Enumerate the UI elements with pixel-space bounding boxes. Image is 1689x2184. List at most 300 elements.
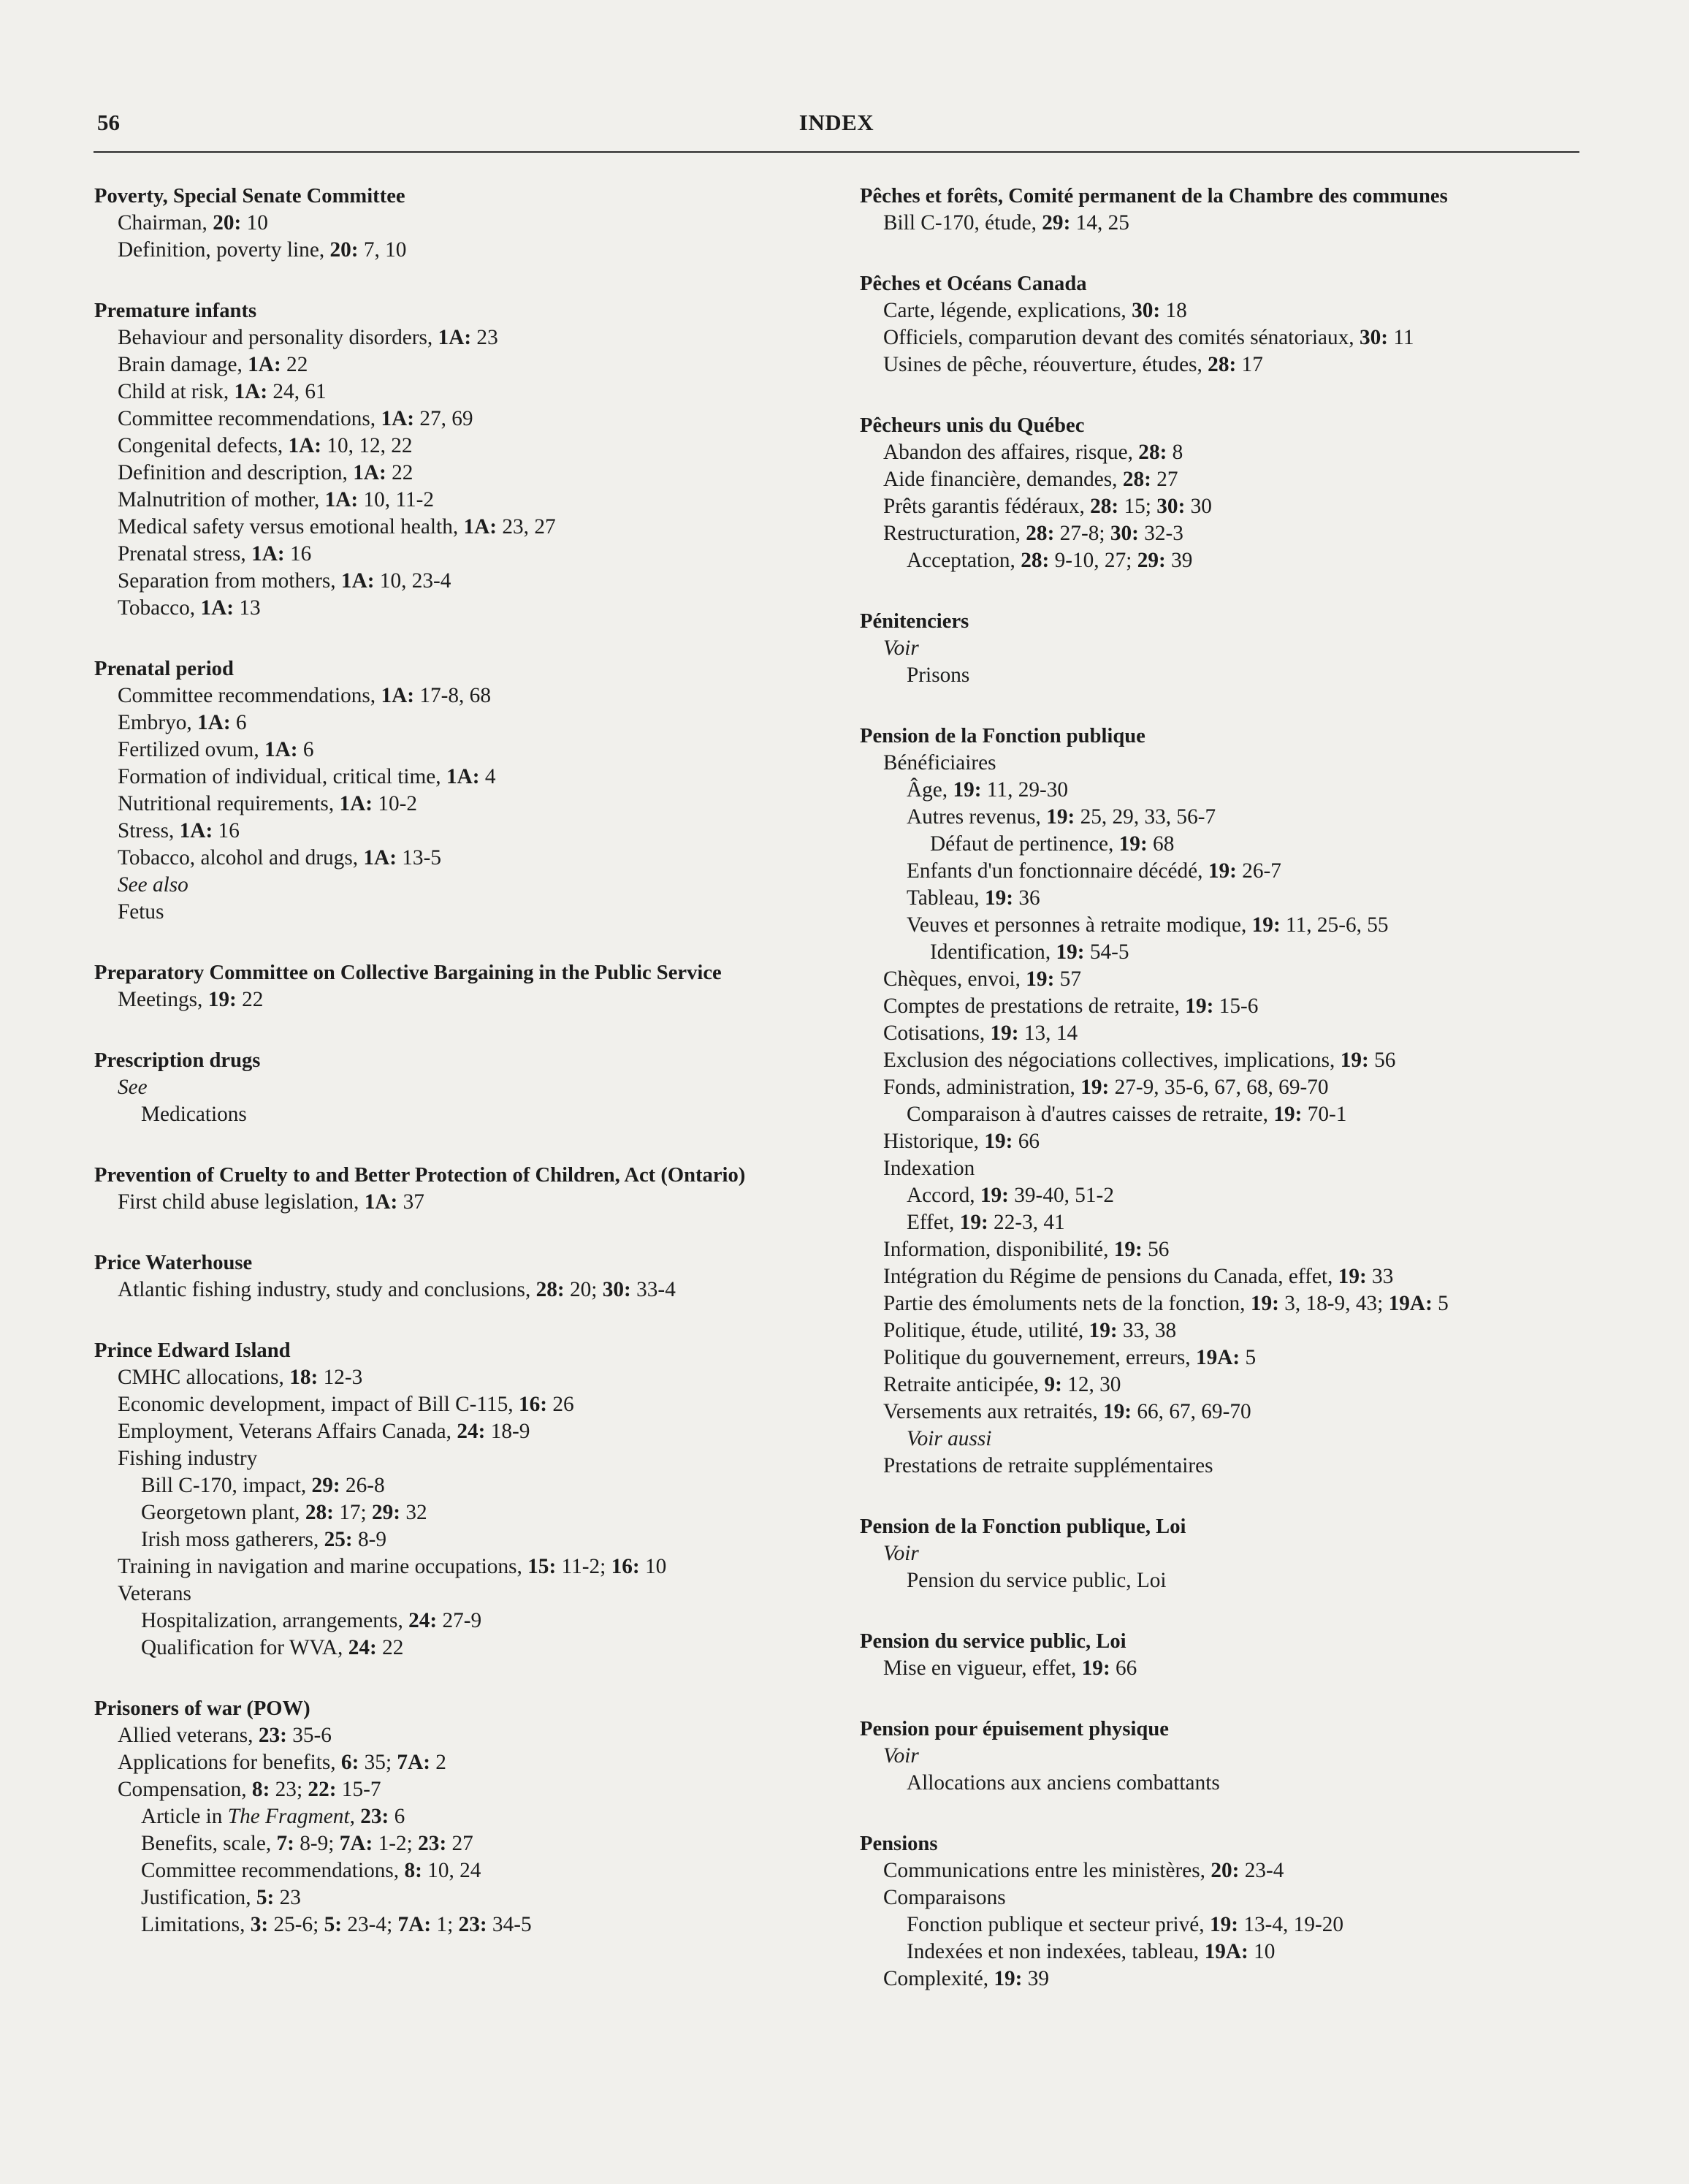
entry-text: Training in navigation and marine occupations, [118, 1555, 528, 1578]
issue-number: 23: [458, 1913, 487, 1936]
page-refs: 7, 10 [358, 238, 407, 262]
page-refs: 33-4 [630, 1278, 676, 1301]
issue-number: 19A: [1388, 1292, 1433, 1315]
subentry [94, 568, 834, 595]
issue-number: 28: [1138, 441, 1167, 464]
issue-number: 20: [1210, 1859, 1240, 1882]
entry-text: Malnutrition of mother, [118, 488, 325, 511]
entry-text: Comparaisons [883, 1886, 1006, 1909]
subentry [860, 1317, 1583, 1344]
entry-text: Bénéficiaires [883, 751, 996, 775]
entry-heading: Pension du service public, Loi [860, 1630, 1126, 1653]
italic-title: The Fragment [227, 1805, 350, 1828]
subentry [94, 378, 834, 406]
entry-text: Economic development, impact of Bill C-115, [118, 1393, 519, 1416]
entry-text: Tobacco, alcohol and drugs, [118, 846, 364, 870]
entry-text: Tobacco, [118, 596, 201, 620]
subentry [860, 1047, 1583, 1074]
entry-text: Carte, légende, explications, [883, 299, 1132, 322]
entry-text: Irish moss gatherers, [141, 1528, 324, 1551]
issue-number: 19: [1088, 1319, 1118, 1342]
issue-number: 30: [1359, 326, 1389, 349]
entry-text: Applications for benefits, [118, 1751, 341, 1774]
issue-number: 1A: [234, 380, 268, 403]
entry-text: Fetus [118, 900, 164, 924]
subentry [94, 210, 834, 237]
page-refs: 27-8; [1054, 522, 1110, 545]
issue-number: 16: [518, 1393, 547, 1416]
page-refs: 12-3 [318, 1366, 363, 1389]
subentry [860, 439, 1583, 466]
issue-number: 25: [324, 1528, 353, 1551]
index-entry [860, 723, 1583, 1480]
subentry [94, 1276, 834, 1304]
entry-text: Prisons [907, 663, 970, 687]
subentry [94, 872, 834, 899]
issue-number: 19A: [1195, 1346, 1240, 1369]
entry-text: Officiels, comparution devant des comités sénatoriaux, [883, 326, 1360, 349]
issue-number: 19: [953, 778, 982, 802]
subentry [94, 764, 834, 791]
entry-text: Bill C-170, étude, [883, 211, 1042, 235]
entry-text: Committee recommendations, [141, 1859, 405, 1882]
issue-number: 28: [305, 1501, 334, 1524]
entry-text: Pension du service public, Loi [907, 1569, 1167, 1592]
cross-reference: Voir aussi [907, 1427, 992, 1450]
issue-number: 15: [527, 1555, 557, 1578]
entry-heading: Pension pour épuisement physique [860, 1718, 1169, 1740]
issue-number: 19: [1250, 1292, 1279, 1315]
subentry [94, 237, 834, 264]
entry-text: Comptes de prestations de retraite, [883, 994, 1186, 1018]
issue-number: 22: [308, 1778, 337, 1801]
issue-number: 19: [1251, 913, 1281, 937]
subentry [94, 406, 834, 433]
entry-heading: Premature infants [94, 300, 257, 322]
subentry [94, 514, 834, 541]
sub-subentry [860, 831, 1583, 858]
entry-text: Tableau, [907, 886, 985, 910]
subentry [94, 986, 834, 1013]
subentry [860, 750, 1583, 777]
entry-text: Child at risk, [118, 380, 235, 403]
issue-number: 19: [207, 988, 237, 1011]
issue-number: 29: [372, 1501, 401, 1524]
page-refs: 22 [386, 461, 413, 484]
page-refs: 10, 23-4 [374, 569, 451, 593]
sub-subentry [860, 1182, 1583, 1209]
subentry [94, 1418, 834, 1445]
subentry [94, 433, 834, 460]
issue-number: 19: [1113, 1238, 1143, 1261]
entry-text: Meetings, [118, 988, 208, 1011]
entry-text: Indexées et non indexées, tableau, [907, 1940, 1205, 1963]
issue-number: 7A: [397, 1913, 432, 1936]
page-refs: 16 [284, 542, 312, 566]
page-refs: 32-3 [1138, 522, 1183, 545]
subentry [94, 460, 834, 487]
sub-subentry [860, 885, 1583, 912]
issue-number: 23: [360, 1805, 389, 1828]
issue-number: 30: [1110, 522, 1139, 545]
entry-text: Chairman, [118, 211, 213, 235]
entry-heading: Prince Edward Island [94, 1339, 291, 1362]
issue-number: 9: [1044, 1373, 1062, 1396]
entry-heading: Pêcheurs unis du Québec [860, 414, 1085, 437]
entry-text: Politique, étude, utilité, [883, 1319, 1089, 1342]
entry-text: Committee recommendations, [118, 407, 381, 430]
issue-number: 19: [994, 1967, 1023, 1990]
index-entry [860, 412, 1583, 574]
subentry [860, 1155, 1583, 1182]
issue-number: 28: [535, 1278, 565, 1301]
issue-number: 1A: [438, 326, 472, 349]
subentry [94, 1364, 834, 1391]
entry-text: Georgetown plant, [141, 1501, 305, 1524]
sub-subentry [860, 1911, 1583, 1938]
entry-text: Qualification for WVA, [141, 1636, 348, 1659]
entry-text: Article in [141, 1805, 228, 1828]
issue-number: 1A: [179, 819, 213, 842]
page-refs: 66 [1013, 1130, 1040, 1153]
issue-number: 19: [990, 1021, 1019, 1045]
entry-heading: Prevention of Cruelty to and Better Protection of Children, Act (Ontario) [94, 1164, 746, 1187]
page-refs: 8-9; [294, 1832, 340, 1855]
sub-subentry [860, 804, 1583, 831]
subentry [860, 1128, 1583, 1155]
sub-subentry [94, 1635, 834, 1662]
issue-number: 19: [1185, 994, 1214, 1018]
page-refs: 6 [230, 711, 247, 734]
sub-subentry [860, 1426, 1583, 1453]
subentry [860, 1884, 1583, 1911]
entry-text: First child abuse legislation, [118, 1190, 365, 1214]
page-refs: 17 [1236, 353, 1263, 376]
entry-text: Retraite anticipée, [883, 1373, 1045, 1396]
issue-number: 1A: [324, 488, 359, 511]
issue-number: 7A: [397, 1751, 430, 1774]
entry-text: Stress, [118, 819, 180, 842]
page-refs: 20; [564, 1278, 603, 1301]
issue-number: 19: [984, 1130, 1013, 1153]
cross-reference: Voir [883, 1744, 919, 1768]
subentry [860, 1857, 1583, 1884]
index-entry [860, 1628, 1583, 1682]
subentry [94, 682, 834, 709]
issue-number: 30: [1132, 299, 1161, 322]
subentry [94, 737, 834, 764]
issue-number: 24: [408, 1609, 438, 1632]
subentry [94, 818, 834, 845]
sub-subentry [94, 1499, 834, 1526]
subentry [860, 1655, 1583, 1682]
entry-heading: Prescription drugs [94, 1049, 261, 1072]
sub-subentry [860, 1770, 1583, 1797]
issue-number: 20: [213, 211, 242, 235]
issue-number: 24: [457, 1420, 486, 1443]
issue-number: 28: [1208, 353, 1237, 376]
index-entry [94, 1047, 834, 1128]
issue-number: 1A: [363, 846, 397, 870]
page-refs: 66 [1110, 1656, 1137, 1680]
entry-text: Enfants d'un fonctionnaire décédé, [907, 859, 1208, 883]
entry-text: Prestations de retraite supplémentaires [883, 1454, 1213, 1477]
page-refs: 22-3, 41 [988, 1211, 1065, 1234]
entry-text: Identification, [930, 940, 1056, 964]
issue-number: 19: [1026, 967, 1055, 991]
entry-text: Allied veterans, [118, 1724, 259, 1747]
page-number: 56 [97, 110, 120, 135]
page-refs: 5 [1432, 1292, 1449, 1315]
page-refs: 2 [430, 1751, 446, 1774]
subentry [860, 1290, 1583, 1317]
sub-subentry [860, 939, 1583, 966]
sub-subentry [94, 1884, 834, 1911]
subentry [860, 1263, 1583, 1290]
issue-number: 19: [1081, 1656, 1110, 1680]
subentry [860, 993, 1583, 1020]
entry-text: Versements aux retraités, [883, 1400, 1103, 1423]
entry-text: Prenatal stress, [118, 542, 252, 566]
sub-subentry [860, 1209, 1583, 1236]
issue-number: 20: [329, 238, 359, 262]
header-rule [94, 151, 1579, 153]
page-refs: 23-4; [342, 1913, 398, 1936]
entry-text: Chèques, envoi, [883, 967, 1026, 991]
issue-number: 6: [340, 1751, 359, 1774]
issue-number: 8: [404, 1859, 422, 1882]
issue-number: 1A: [340, 569, 375, 593]
sub-subentry [94, 1803, 834, 1830]
issue-number: 29: [1042, 211, 1071, 235]
sub-subentry [94, 1472, 834, 1499]
entry-text: Politique du gouvernement, erreurs, [883, 1346, 1196, 1369]
issue-number: 24: [348, 1636, 377, 1659]
issue-number: 28: [1122, 468, 1151, 491]
page-refs: 10 [1248, 1940, 1276, 1963]
entry-text: Atlantic fishing industry, study and conclusions, [118, 1278, 536, 1301]
subentry [860, 1743, 1583, 1770]
entry-text: Communications entre les ministères, [883, 1859, 1211, 1882]
page-refs: 22 [376, 1636, 404, 1659]
page-refs: 23 [274, 1886, 301, 1909]
entry-text: Prêts garantis fédéraux, [883, 495, 1091, 518]
issue-number: 19: [1046, 805, 1075, 829]
subentry [94, 1391, 834, 1418]
page-refs: 12, 30 [1061, 1373, 1121, 1396]
issue-number: 28: [1021, 549, 1050, 572]
index-entry [860, 1830, 1583, 1993]
entry-text: Indexation [883, 1157, 975, 1180]
page-refs: 33 [1366, 1265, 1394, 1288]
page-refs: 13-5 [396, 846, 441, 870]
issue-number: 1A: [364, 1190, 398, 1214]
sub-subentry [860, 912, 1583, 939]
entry-text: Fonds, administration, [883, 1076, 1081, 1099]
sub-subentry [860, 777, 1583, 804]
issue-number: 18: [289, 1366, 319, 1389]
page-refs: 10, 11-2 [358, 488, 435, 511]
issue-number: 8: [251, 1778, 270, 1801]
index-entry [860, 270, 1583, 378]
page-refs: 18 [1160, 299, 1187, 322]
subentry [860, 210, 1583, 237]
subentry [94, 541, 834, 568]
index-entry [860, 183, 1583, 237]
subentry [94, 1749, 834, 1776]
entry-heading: Pension de la Fonction publique, Loi [860, 1515, 1186, 1538]
cross-reference: Voir [883, 636, 919, 660]
entry-text: Embryo, [118, 711, 198, 734]
page-refs: 13, 14 [1018, 1021, 1078, 1045]
subentry [860, 1540, 1583, 1567]
index-entry [94, 1695, 834, 1938]
issue-number: 1A: [463, 515, 497, 539]
subentry [860, 466, 1583, 493]
entry-text: Congenital defects, [118, 434, 289, 457]
page-refs: 39 [1022, 1967, 1050, 1990]
entry-text: Information, disponibilité, [883, 1238, 1114, 1261]
issue-number: 19: [984, 886, 1014, 910]
page-refs: 22 [236, 988, 264, 1011]
entry-text: Fonction publique et secteur privé, [907, 1913, 1210, 1936]
page-refs: 37 [397, 1190, 424, 1214]
entry-text: Mise en vigueur, effet, [883, 1656, 1082, 1680]
entry-text: Behaviour and personality disorders, [118, 326, 438, 349]
subentry [860, 1371, 1583, 1399]
entry-text: Bill C-170, impact, [141, 1474, 312, 1497]
page-refs: 68 [1147, 832, 1175, 856]
page-refs: 14, 25 [1070, 211, 1129, 235]
sub-subentry [94, 1526, 834, 1553]
entry-text: Hospitalization, arrangements, [141, 1609, 409, 1632]
page-refs: 26-8 [340, 1474, 385, 1497]
page-refs: 26 [547, 1393, 574, 1416]
issue-number: 19: [1080, 1076, 1110, 1099]
entry-heading: Pénitenciers [860, 610, 969, 633]
page-refs: 35; [359, 1751, 397, 1774]
subentry [860, 493, 1583, 520]
page-header [94, 110, 1579, 143]
entry-text: Exclusion des négociations collectives, implications, [883, 1049, 1341, 1072]
issue-number: 1A: [248, 353, 281, 376]
issue-number: 5: [256, 1886, 275, 1909]
subentry [94, 1189, 834, 1216]
page-refs: 39-40, 51-2 [1008, 1184, 1114, 1207]
page-refs: 13-4, 19-20 [1238, 1913, 1344, 1936]
entry-text: Fertilized ovum, [118, 738, 264, 761]
entry-text: Veterans [118, 1582, 191, 1605]
page-refs: 56 [1368, 1049, 1396, 1072]
entry-text: Compensation, [118, 1778, 252, 1801]
page-refs: 25, 29, 33, 56-7 [1075, 805, 1216, 829]
entry-text: Veuves et personnes à retraite modique, [907, 913, 1252, 937]
entry-text: Âge, [907, 778, 953, 802]
page-refs: 27 [446, 1832, 473, 1855]
issue-number: 1A: [197, 711, 231, 734]
subentry [860, 520, 1583, 547]
entry-text: Committee recommendations, [118, 684, 381, 707]
page-refs: 10-2 [373, 792, 418, 815]
issue-number: 19: [980, 1184, 1009, 1207]
index-entry [94, 959, 834, 1013]
index-entry [94, 297, 834, 622]
page-refs: 1-2; [373, 1832, 419, 1855]
subentry [94, 709, 834, 737]
issue-number: 1A: [381, 684, 414, 707]
entry-text: Allocations aux anciens combattants [907, 1771, 1220, 1795]
page-refs: 8-9 [352, 1528, 387, 1551]
subentry [94, 1445, 834, 1472]
sub-subentry [860, 1101, 1583, 1128]
page-refs: 30 [1185, 495, 1212, 518]
entry-text: CMHC allocations, [118, 1366, 290, 1389]
issue-number: 19: [1209, 1913, 1238, 1936]
subentry [860, 1344, 1583, 1371]
page-refs: 22 [281, 353, 308, 376]
index-entry [860, 1513, 1583, 1594]
entry-text: Cotisations, [883, 1021, 991, 1045]
page-refs: 10 [241, 211, 268, 235]
page-refs: 11 [1388, 326, 1414, 349]
sub-subentry [94, 1911, 834, 1938]
page-refs: 70-1 [1302, 1103, 1347, 1126]
subentry [94, 845, 834, 872]
page-refs: 10, 24 [422, 1859, 481, 1882]
subentry [860, 1074, 1583, 1101]
page-refs: 34-5 [487, 1913, 532, 1936]
sub-subentry [860, 1567, 1583, 1594]
page-refs: 23; [270, 1778, 308, 1801]
entry-heading: Preparatory Committee on Collective Bargaining in the Public Service [94, 962, 722, 984]
page-refs: 23 [471, 326, 498, 349]
page-refs: 56 [1142, 1238, 1170, 1261]
subentry [860, 297, 1583, 324]
index-entry [94, 1162, 834, 1216]
page-refs: 3, 18-9, 43; [1278, 1292, 1389, 1315]
entry-heading: Pêches et Océans Canada [860, 273, 1087, 295]
issue-number: 1A: [446, 765, 480, 788]
page-refs: 17; [333, 1501, 372, 1524]
issue-number: 29: [1137, 549, 1166, 572]
issue-number: 1A: [251, 542, 285, 566]
page-refs: 27-9 [437, 1609, 482, 1632]
subentry [860, 1236, 1583, 1263]
subentry [860, 351, 1583, 378]
entry-text: Défaut de pertinence, [930, 832, 1119, 856]
page-refs: 15-7 [336, 1778, 381, 1801]
entry-text: Restructuration, [883, 522, 1026, 545]
issue-number: 1A: [288, 434, 322, 457]
page-refs: 10 [639, 1555, 667, 1578]
entry-text: Formation of individual, critical time, [118, 765, 446, 788]
page-refs: 25-6; [268, 1913, 324, 1936]
issue-number: 1A: [353, 461, 386, 484]
page-refs: 17-8, 68 [414, 684, 491, 707]
issue-number: 19: [1103, 1400, 1132, 1423]
sub-subentry [94, 1101, 834, 1128]
entry-heading: Prenatal period [94, 658, 234, 680]
issue-number: 30: [1156, 495, 1186, 518]
entry-text: Complexité, [883, 1967, 994, 1990]
entry-heading: Pensions [860, 1833, 938, 1855]
issue-number: 5: [324, 1913, 343, 1936]
issue-number: 28: [1026, 522, 1055, 545]
page-refs: 11, 25-6, 55 [1280, 913, 1389, 937]
subentry [860, 1399, 1583, 1426]
entry-text: Employment, Veterans Affairs Canada, [118, 1420, 457, 1443]
issue-number: 19: [1340, 1049, 1369, 1072]
